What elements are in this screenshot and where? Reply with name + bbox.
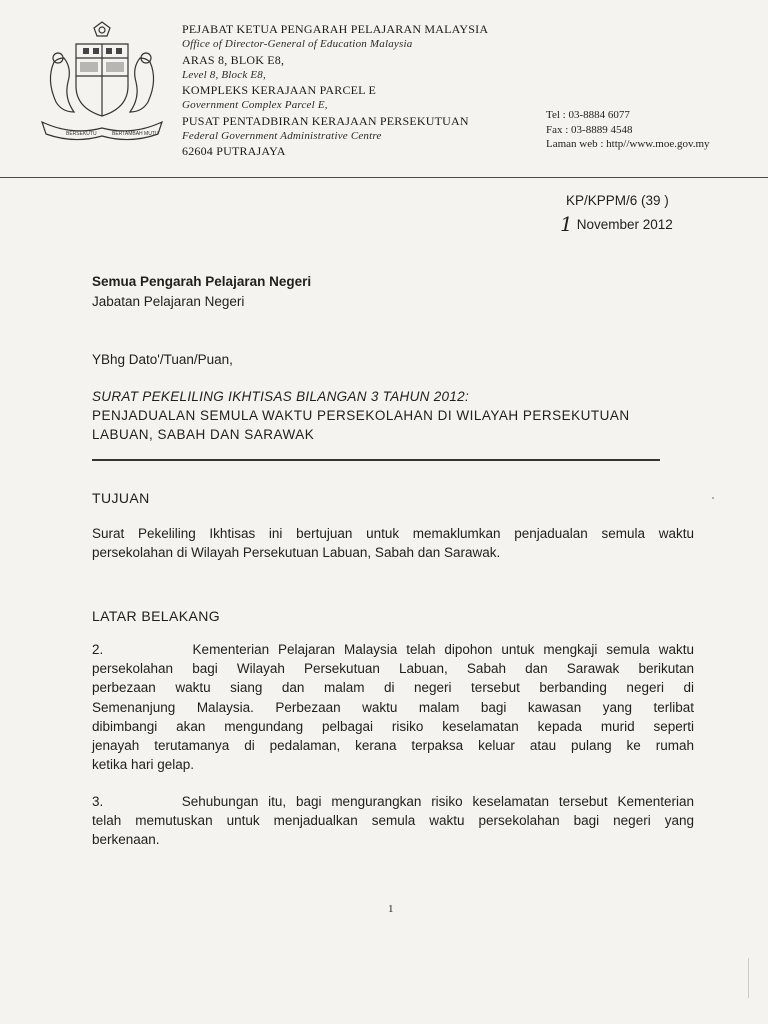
tel-line: Tel : 03-8884 6077 xyxy=(546,109,630,121)
subject-underline xyxy=(92,459,660,461)
subject-line-3: LABUAN, SABAH DAN SARAWAK xyxy=(92,427,315,442)
paragraph-line: perbezaan waktu siang dan malam di negeri tersebut berbanding negeri di xyxy=(92,680,694,696)
crest-banner-right: BERTAMBAH MUTU xyxy=(112,131,159,137)
crest-banner-left: BERSEKUTU xyxy=(66,131,97,137)
paragraph-line: 2. Kementerian Pelajaran Malaysia telah dipohon untuk mengkaji semula waktu xyxy=(92,642,694,657)
centre-ms: PUSAT PENTADBIRAN KERAJAAN PERSEKUTUAN xyxy=(182,113,469,128)
recipient-dept: Jabatan Pelajaran Negeri xyxy=(92,294,245,309)
salutation: YBhg Dato'/Tuan/Puan, xyxy=(92,352,233,367)
city-line: 62604 PUTRAJAYA xyxy=(182,144,286,159)
recipient-name: Semua Pengarah Pelajaran Negeri xyxy=(92,274,312,289)
subject-block xyxy=(92,387,692,444)
paragraph-line: ketika hari gelap. xyxy=(92,757,195,773)
letter-date xyxy=(560,212,673,236)
paragraph-line: persekolahan bagi Wilayah Persekutuan Labuan, Sabah dan Sarawak berikutan xyxy=(92,661,694,677)
paragraph-3 xyxy=(92,792,694,850)
paragraph-line: 3. Sehubungan itu, bagi mengurangkan risiko keselamatan tersebut Kementerian xyxy=(92,794,694,809)
letterhead-address xyxy=(182,22,488,160)
level-en: Level 8, Block E8, xyxy=(182,68,266,81)
date-day-handwritten: 1 xyxy=(560,212,573,236)
paragraph-line: Surat Pekeliling Ikhtisas ini bertujuan untuk memaklumkan penjadualan semula waktu xyxy=(92,526,694,541)
paragraph-2 xyxy=(92,640,694,774)
office-name-en: Office of Director-General of Education Malaysia xyxy=(182,38,413,51)
web-line: Laman web : http//www.moe.gov.my xyxy=(546,138,710,150)
paragraph-line: dibimbangi akan mengundang pelbagai risiko keselamatan kepada murid seperti xyxy=(92,718,694,734)
paragraph-line: berkenaan. xyxy=(92,832,160,848)
centre-en: Federal Government Administrative Centre xyxy=(182,130,382,143)
paragraph-tujuan xyxy=(92,524,694,562)
level-ms: ARAS 8, BLOK E8, xyxy=(182,52,285,67)
paragraph-line: telah memutuskan untuk menjadualkan semula waktu persekolahan bagi negeri yang xyxy=(92,813,694,829)
contact-info xyxy=(546,108,710,152)
paragraph-line: Semenanjung Malaysia. Perbezaan waktu malam bagi kawasan yang terlibat xyxy=(92,699,694,715)
section-heading-tujuan: TUJUAN xyxy=(92,490,150,506)
malaysia-coat-of-arms-icon xyxy=(36,18,168,150)
date-month-year: November 2012 xyxy=(576,217,673,232)
section-heading-latar: LATAR BELAKANG xyxy=(92,608,221,624)
paragraph-line: jenayah terutamanya di pedalaman, kerana terpaksa keluar atau pulang ke rumah xyxy=(92,738,694,754)
complex-en: Government Complex Parcel E, xyxy=(182,99,328,112)
fax-line: Fax : 03-8889 4548 xyxy=(546,123,633,136)
page-number: 1 xyxy=(388,903,394,915)
scan-speck xyxy=(712,497,714,499)
office-name-ms: PEJABAT KETUA PENGARAH PELAJARAN MALAYSIA xyxy=(182,22,489,36)
subject-line-2: PENJADUALAN SEMULA WAKTU PERSEKOLAHAN DI WILAYAH PERSEKUTUAN xyxy=(92,408,630,423)
subject-line-1: SURAT PEKELILING IKHTISAS BILANGAN 3 TAHUN 2012: xyxy=(92,389,470,404)
scan-mark xyxy=(748,958,749,998)
header-divider xyxy=(0,177,768,178)
complex-ms: KOMPLEKS KERAJAAN PARCEL E xyxy=(182,83,377,98)
reference-number: KP/KPPM/6 (39 ) xyxy=(566,193,669,208)
paragraph-line: persekolahan di Wilayah Persekutuan Labuan, Sabah dan Sarawak. xyxy=(92,545,501,561)
